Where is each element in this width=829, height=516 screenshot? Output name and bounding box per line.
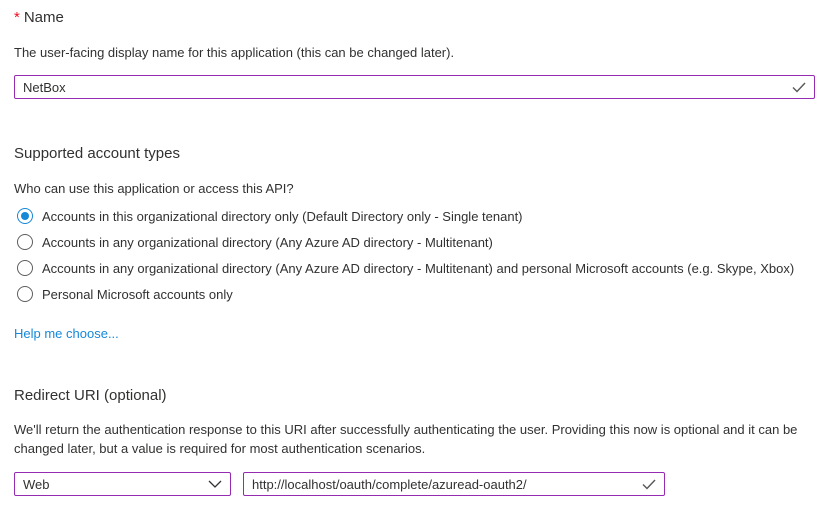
valid-check-icon	[642, 479, 656, 490]
radio-option-multitenant-personal[interactable]	[14, 255, 815, 281]
radio-option-label[interactable]: Accounts in any organizational directory (Any Azure AD directory - Multitenant)	[42, 234, 493, 250]
redirect-uri-title: Redirect URI (optional)	[14, 387, 167, 404]
redirect-uri-description: We'll return the authentication response to this URI after successfully authenticating the user. Providing this now is optional and it can be changed later, but a value is required for most authentication scenarios.	[14, 422, 798, 456]
valid-check-icon	[792, 82, 806, 93]
radio-option-personal-only[interactable]	[14, 281, 815, 307]
help-me-choose-link[interactable]: Help me choose...	[14, 326, 119, 341]
radio-button[interactable]	[17, 234, 33, 250]
name-label: Name	[23, 9, 64, 26]
radio-button[interactable]	[17, 208, 33, 224]
account-types-radio-group	[14, 203, 815, 307]
platform-select[interactable]	[14, 472, 231, 496]
account-types-question: Who can use this application or access this API?	[14, 181, 294, 196]
radio-option-label[interactable]: Personal Microsoft accounts only	[42, 286, 233, 302]
required-asterisk: *	[14, 9, 20, 26]
name-input-container	[14, 75, 815, 99]
redirect-uri-input[interactable]	[252, 477, 636, 492]
redirect-uri-input-container	[243, 472, 665, 496]
redirect-uri-row	[14, 472, 815, 496]
radio-button[interactable]	[17, 260, 33, 276]
name-description: The user-facing display name for this application (this can be changed later).	[14, 45, 455, 60]
radio-option-label[interactable]: Accounts in this organizational directory only (Default Directory only - Single tenant)	[42, 208, 523, 224]
platform-select-value: Web	[23, 476, 50, 492]
name-section-title	[14, 8, 815, 28]
name-input[interactable]	[23, 80, 786, 95]
account-types-title: Supported account types	[14, 145, 180, 162]
radio-option-label[interactable]: Accounts in any organizational directory (Any Azure AD directory - Multitenant) and personal Microsoft accounts (e.g. Skype, Xbox)	[42, 260, 795, 276]
chevron-down-icon	[208, 480, 222, 488]
radio-option-single-tenant[interactable]	[14, 203, 815, 229]
radio-button[interactable]	[17, 286, 33, 302]
radio-option-multitenant[interactable]	[14, 229, 815, 255]
